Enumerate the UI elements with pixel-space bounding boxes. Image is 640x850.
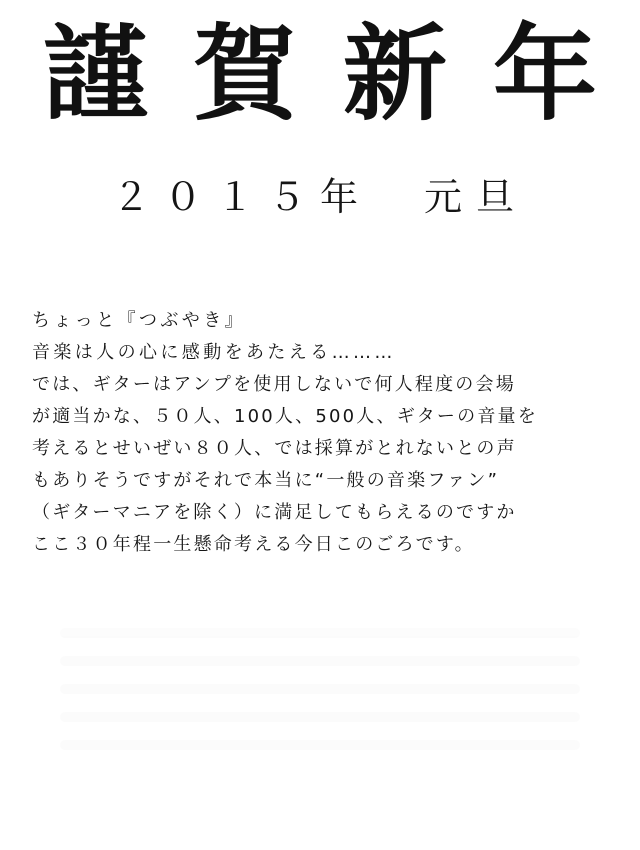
show-through-bleed <box>60 610 580 810</box>
message-line-2: 音楽は人の心に感動をあたえる……… <box>32 342 396 363</box>
message-line-7: （ギターマニアを除く）に満足してもらえるのですか <box>32 502 517 523</box>
title-char-3: 新 <box>342 12 447 135</box>
title-char-1: 謹 <box>42 12 147 135</box>
message-line-5: 考えるとせいぜい８０人、では採算がとれないとの声 <box>32 438 517 459</box>
message-line-4: が適当かな、５０人、100人、500人、ギターの音量を <box>32 406 538 427</box>
new-year-greeting-title <box>30 14 610 134</box>
message-line-3: では、ギターはアンプを使用しないで何人程度の会場 <box>32 374 516 395</box>
message-line-6: もありそうですがそれで本当に“一般の音楽ファン” <box>32 470 500 491</box>
message-line-8: ここ３０年程一生懸命考える今日このごろです。 <box>32 534 475 555</box>
title-char-4: 年 <box>492 12 597 135</box>
message-line-1: ちょっと『つぶやき』 <box>32 310 246 331</box>
title-char-2: 賀 <box>192 12 297 135</box>
message-body <box>32 305 624 561</box>
date-line: ２０１５年 元旦 <box>111 175 528 219</box>
